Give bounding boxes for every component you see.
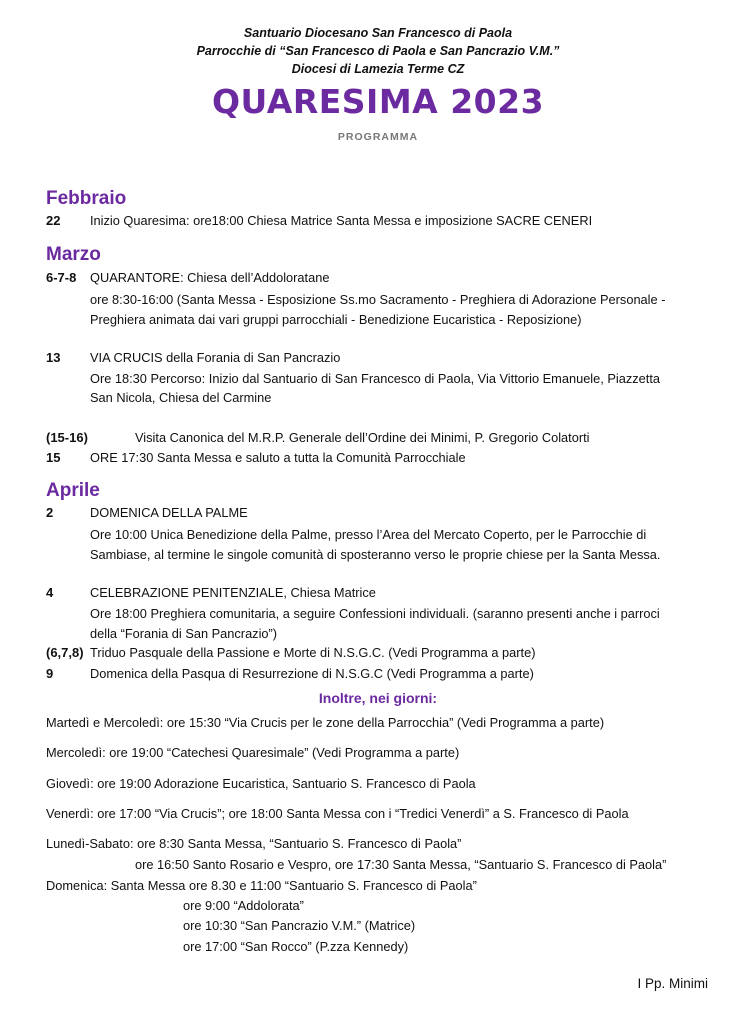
event-text: Sambiase, al termine le singole comunità di sposteranno verso le proprie chiese per la Santa Messa. [90,547,661,562]
event-text: Visita Canonica del M.R.P. Generale dell’Ordine dei Minimi, P. Gregorio Colatorti [135,430,590,445]
event-date: 13 [46,350,61,365]
schedule-line: Domenica: Santa Messa ore 8.30 e 11:00 “Santuario S. Francesco di Paola” [46,878,477,893]
event-date: (15-16) [46,430,88,445]
event-date: (6,7,8) [46,645,84,660]
event-date: 6-7-8 [46,270,77,285]
header-sanctuary: Santuario Diocesano San Francesco di Paola [243,26,513,40]
schedule-line: Venerdì: ore 17:00 “Via Crucis”; ore 18:00 Santa Messa con i “Tredici Venerdì” a S. Francesco di Paola [46,806,629,821]
event-date: 9 [46,666,54,681]
event-text: ORE 17:30 Santa Messa e saluto a tutta la Comunità Parrocchiale [90,450,466,465]
schedule-line: Martedì e Mercoledì: ore 15:30 “Via Crucis per le zone della Parrocchia” (Vedi Programma a parte) [46,715,605,730]
event-date: 22 [46,213,61,228]
event-text: Ore 18:30 Percorso: Inizio dal Santuario di San Francesco di Paola, Via Vittorio Emanuele, Piazzetta [90,371,661,386]
event-text: Ore 18:00 Preghiera comunitaria, a seguire Confessioni individuali. (saranno presenti anche i parroci [90,606,660,621]
event-text: Preghiera animata dai vari gruppi parrocchiali - Benedizione Eucaristica - Reposizione) [90,312,582,327]
event-text: della “Forania di San Pancrazio”) [90,626,278,641]
event-date: 4 [46,585,54,600]
header-parishes: Parrocchie di “San Francesco di Paola e San Pancrazio V.M.” [196,44,560,58]
event-date: 15 [46,450,61,465]
event-text: QUARANTORE: Chiesa dell’Addoloratane [90,270,330,285]
event-text: VIA CRUCIS della Forania di San Pancrazio [90,350,341,365]
event-text: DOMENICA DELLA PALME [90,505,248,520]
schedule-line: ore 9:00 “Addolorata” [183,898,304,913]
signature: I Pp. Minimi [637,976,708,991]
page-title: QUARESIMA 2023 [211,82,545,121]
document-header [0,24,756,78]
schedule-line: Mercoledì: ore 19:00 “Catechesi Quaresimale” (Vedi Programma a parte) [46,745,460,760]
event-text: San Nicola, Chiesa del Carmine [90,390,272,405]
event-text: Domenica della Pasqua di Resurrezione di N.S.G.C (Vedi Programma a parte) [90,666,534,681]
schedule-line: ore 17:00 “San Rocco” (P.zza Kennedy) [183,939,409,954]
event-text: CELEBRAZIONE PENITENZIALE, Chiesa Matrice [90,585,376,600]
month-heading-febbraio: Febbraio [46,188,127,209]
month-heading-marzo: Marzo [46,244,101,265]
page-subtitle: PROGRAMMA [337,131,419,143]
header-diocese: Diocesi di Lamezia Terme CZ [291,62,465,76]
schedule-line: Giovedì: ore 19:00 Adorazione Eucaristica, Santuario S. Francesco di Paola [46,776,476,791]
event-text: ore 8:30-16:00 (Santa Messa - Esposizione Ss.mo Sacramento - Preghiera di Adorazione Personale - [90,292,666,307]
event-text: Inizio Quaresima: ore18:00 Chiesa Matrice Santa Messa e imposizione SACRE CENERI [90,213,593,228]
event-text: Triduo Pasquale della Passione e Morte di N.S.G.C. (Vedi Programma a parte) [90,645,536,660]
event-date: 2 [46,505,54,520]
event-text: Ore 10:00 Unica Benedizione della Palme, presso l’Area del Mercato Coperto, per le Parrocchie di [90,527,647,542]
schedule-line: ore 10:30 “San Pancrazio V.M.” (Matrice) [183,918,416,933]
inoltre-heading: Inoltre, nei giorni: [318,690,438,706]
schedule-line: ore 16:50 Santo Rosario e Vespro, ore 17:30 Santa Messa, “Santuario S. Francesco di Paola” [135,857,667,872]
month-heading-aprile: Aprile [46,480,100,501]
schedule-line: Lunedì-Sabato: ore 8:30 Santa Messa, “Santuario S. Francesco di Paola” [46,836,462,851]
